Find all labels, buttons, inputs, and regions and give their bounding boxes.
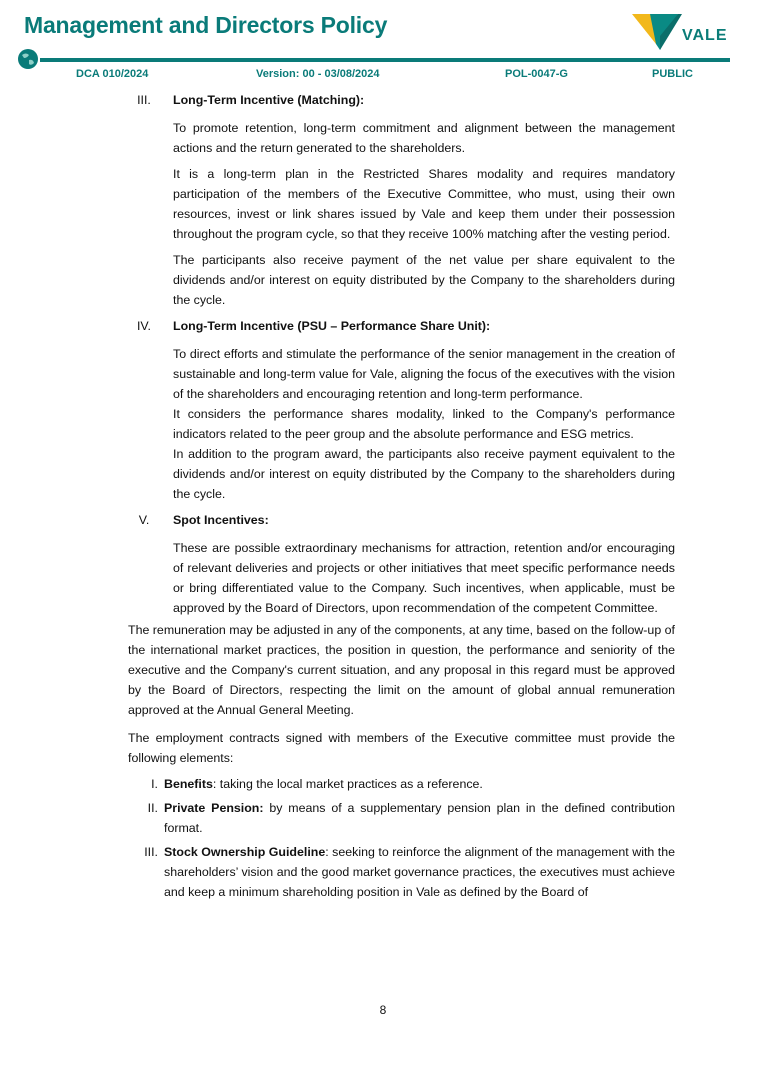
paragraph: In addition to the program award, the participants also receive payment equivalent to the dividends and/or interest on equity distributed by the Company to the shareholders during the cycle.: [173, 447, 675, 501]
list-term: Benefits: [164, 777, 213, 791]
section-psu: [128, 316, 675, 504]
paragraph: To promote retention, long-term commitment and alignment between the management actions and the return generated to the shareholders.: [173, 121, 675, 155]
list-text: : taking the local market practices as a reference.: [212, 777, 483, 791]
contract-elements-list: [128, 774, 675, 902]
section-heading: Long-Term Incentive (Matching):: [173, 93, 365, 107]
list-text: by means of a supplementary pension plan in the defined contribution format.: [164, 801, 675, 835]
page-number: 8: [379, 1003, 387, 1017]
list-term: Private Pension:: [164, 801, 264, 815]
list-number: I.: [151, 777, 158, 791]
paragraph: It is a long-term plan in the Restricted Shares modality and requires mandatory participation of the members of the Executive Committee, who must, using their own resources, invest or link shares issued by Vale and keep them under their possession throughout the program cycle, so that they receive 100% matching after the vesting period.: [173, 167, 675, 241]
list-term: Stock Ownership Guideline: [164, 845, 326, 859]
paragraph: These are possible extraordinary mechanisms for attraction, retention and/or encouraging of relevant deliveries and projects or other initiatives that meet specific performance needs or bring differentiated value to the Company. Such incentives, when applicable, must be approved by the Board of Directors, upon recommendation of the competent Committee.: [173, 541, 675, 615]
document-version: Version: 00 - 03/08/2024: [256, 68, 380, 80]
page-content: [128, 90, 675, 906]
paragraph: It considers the performance shares modality, linked to the Company's performance indicators related to the peer group and the absolute performance and ESG metrics.: [173, 407, 675, 441]
document-number: DCA 010/2024: [76, 68, 149, 80]
section-number: V.: [138, 513, 150, 527]
globe-icon: [17, 48, 39, 70]
document-classification: PUBLIC: [652, 68, 693, 80]
section-heading: Long-Term Incentive (PSU – Performance Share Unit):: [173, 319, 491, 333]
vale-logo-text: VALE: [682, 27, 728, 44]
document-title: Management and Directors Policy: [24, 12, 388, 38]
section-spot-incentives: [128, 510, 675, 618]
list-item: [128, 842, 675, 902]
header-divider: [40, 58, 730, 62]
list-number: II.: [147, 801, 158, 815]
section-heading: Spot Incentives:: [173, 513, 269, 527]
list-item: [128, 798, 675, 838]
section-number: III.: [137, 93, 151, 107]
contracts-paragraph: The employment contracts signed with members of the Executive committee must provide the following elements:: [128, 731, 675, 765]
paragraph: To direct efforts and stimulate the performance of the senior management in the creation of sustainable and long-term value for Vale, aligning the focus of the executives with the vision of the shareholders and encouraging retention and long-term performance.: [173, 347, 675, 401]
list-number: III.: [144, 845, 158, 859]
section-matching: [128, 90, 675, 310]
document-code: POL-0047-G: [505, 68, 568, 80]
remuneration-paragraph: The remuneration may be adjusted in any of the components, at any time, based on the follow-up of the international market practices, the position in question, the performance and seniority of the executive and the Company's current situation, and any proposal in this regard must be approved by the Board of Directors, respecting the limit on the amount of global annual remuneration approved at the Annual General Meeting.: [128, 623, 675, 717]
list-text: : seeking to reinforce the alignment of the management with the shareholders’ vision and the good market governance practices, the executives must achieve and keep a minimum shareholding position in Vale as defined by the Board of: [164, 845, 676, 899]
list-item: [128, 774, 675, 794]
paragraph: The participants also receive payment of the net value per share equivalent to the dividends and/or interest on equity distributed by the Company to the shareholders during the cycle.: [173, 253, 675, 307]
section-number: IV.: [136, 319, 151, 333]
